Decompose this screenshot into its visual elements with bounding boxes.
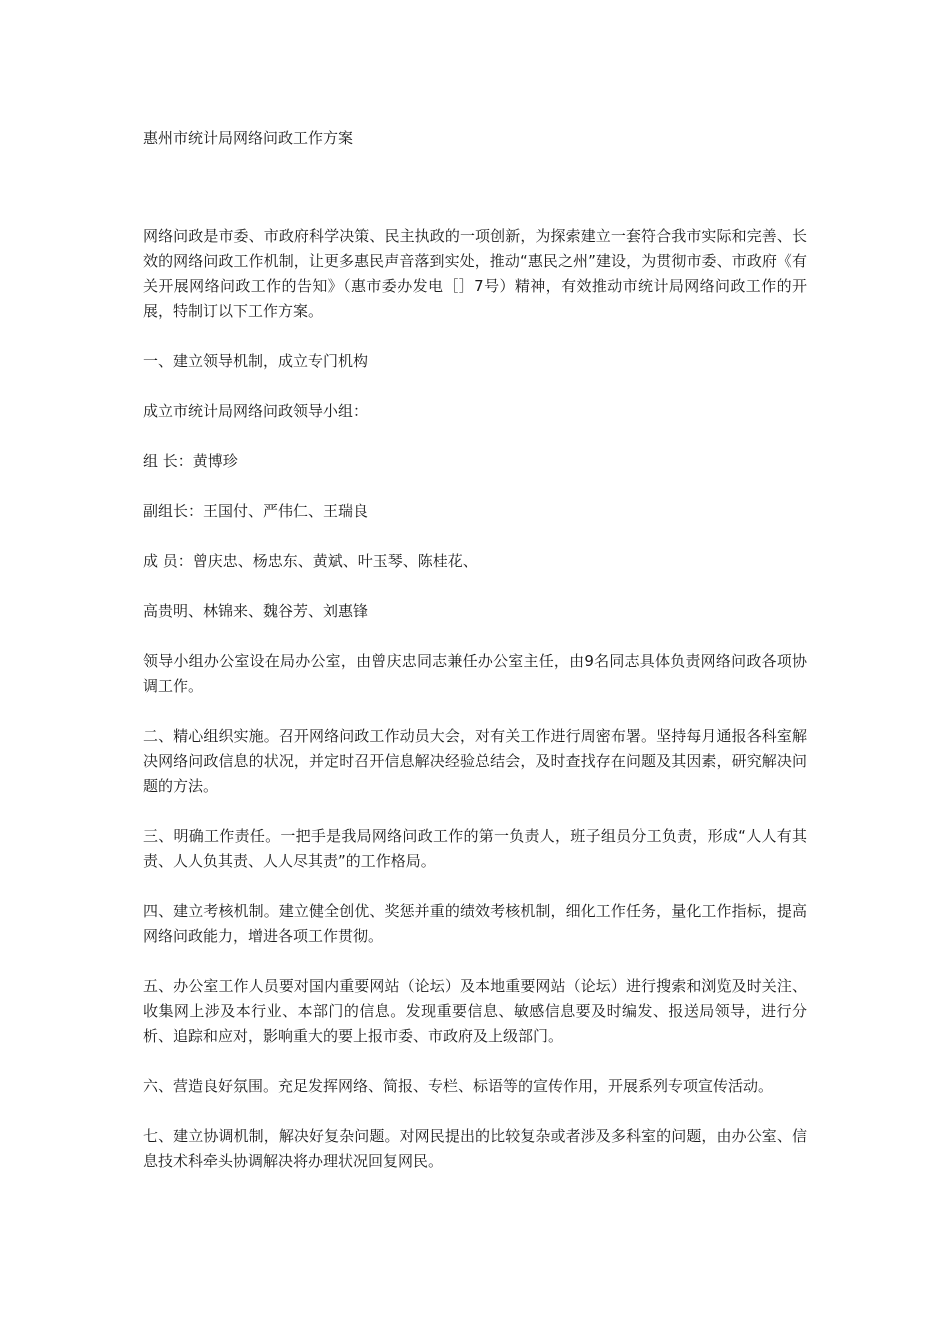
paragraph-members-2: 高贵明、林锦来、魏谷芳、刘惠锋 <box>143 602 369 620</box>
section-7: 七、建立协调机制，解决好复杂问题。对网民提出的比较复杂或者涉及多科室的问题，由办公室、信息技术科牵头协调解决将办理状况回复网民。 <box>143 1127 807 1170</box>
paragraph-office: 领导小组办公室设在局办公室，由曾庆忠同志兼任办公室主任，由9名同志具体负责网络问政各项协调工作。 <box>143 652 807 695</box>
paragraph-leader: 组 长：黄博珍 <box>143 452 238 470</box>
section-5: 五、办公室工作人员要对国内重要网站（论坛）及本地重要网站（论坛）进行搜索和浏览及时关注、收集网上涉及本行业、本部门的信息。发现重要信息、敏感信息要及时编发、报送局领导，进行分析、追踪和应对，影响重大的要上报市委、市政府及上级部门。 <box>143 977 807 1045</box>
section-2: 二、精心组织实施。召开网络问政工作动员大会，对有关工作进行周密布署。坚持每月通报各科室解决网络问政信息的状况，并定时召开信息解决经验总结会，及时查找存在问题及其因素，研究解决问题的方法。 <box>143 727 807 795</box>
section-6: 六、营造良好氛围。充足发挥网络、简报、专栏、标语等的宣传作用，开展系列专项宣传活动。 <box>143 1077 774 1095</box>
section-3: 三、明确工作责任。一把手是我局网络问政工作的第一负责人，班子组员分工负责，形成“人人有其责、人人负其责、人人尽其责”的工作格局。 <box>143 827 807 870</box>
paragraph-group-intro: 成立市统计局网络问政领导小组： <box>143 402 369 420</box>
paragraph-members-1: 成 员：曾庆忠、杨忠东、黄斌、叶玉琴、陈桂花、 <box>143 552 478 570</box>
document-body <box>143 224 807 1174</box>
section-heading-1: 一、建立领导机制，成立专门机构 <box>143 352 369 370</box>
section-4: 四、建立考核机制。建立健全创优、奖惩并重的绩效考核机制，细化工作任务，量化工作指标，提高网络问政能力，增进各项工作贯彻。 <box>143 902 807 945</box>
document-title: 惠州市统计局网络问政工作方案 <box>143 129 354 147</box>
paragraph-deputy-leaders: 副组长：王国付、严伟仁、王瑞良 <box>143 502 369 520</box>
paragraph-intro: 网络问政是市委、市政府科学决策、民主执政的一项创新，为探索建立一套符合我市实际和完善、长效的网络问政工作机制，让更多惠民声音落到实处，推动“惠民之州”建设，为贯彻市委、市政府《有关开展网络问政工作的告知》（惠市委办发电［］7号）精神，有效推动市统计局网络问政工作的开展，特制订以下工作方案。 <box>143 227 807 320</box>
